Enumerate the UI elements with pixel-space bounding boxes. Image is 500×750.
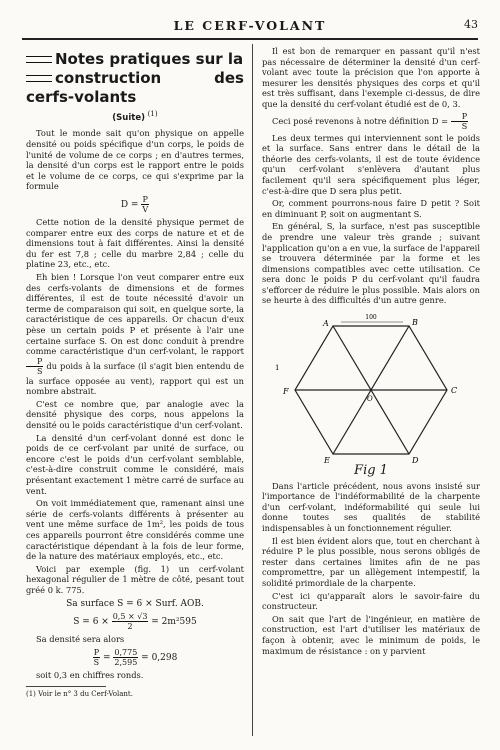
heading-line-2: construction des cerfs-volants — [26, 69, 244, 106]
numerator: P — [93, 647, 100, 657]
paragraph: Dans l'article précédent, nous avons insisté sur l'importance de l'indéformabilité de la charpente d'un cerf-volant, indéformabilité qui seule lui donne toutes ses qualités de stabilité indispensables à un fonctionnement régulier. — [262, 480, 480, 534]
fraction — [113, 648, 138, 667]
paragraph — [26, 272, 244, 397]
paragraph: Sa densité sera alors — [36, 634, 125, 645]
denominator: 2 — [127, 622, 133, 632]
label-b: B — [412, 318, 418, 328]
numerator: P — [26, 357, 43, 367]
paragraph: Tout le monde sait qu'on physique on appelle densité ou poids spécifique d'un corps, le poids de l'unité de volume de ce corps ; en d'autres termes, la densité d'un corps est le rapport entre le poids et le volume de ce corps, ce qui s'exprime par la formule — [26, 128, 244, 192]
surface-formula: Sa surface S = 6 × Surf. AOB. — [66, 598, 204, 609]
formula-result: = 2m²595 — [151, 617, 197, 628]
article-subtitle — [26, 109, 244, 123]
density-calculation: $\frac{P}{S}$ = $\frac{0,775}{2,595}$ = 0,298 — [93, 647, 178, 667]
paragraph: On sait que l'art de l'ingénieur, en matière de construction, est l'art d'utiliser les matériaux de façon à obtenir, avec le minimum de poids, le maximum de résistance : on y parvient — [262, 613, 480, 656]
denominator: V — [142, 204, 149, 214]
header-rule — [22, 38, 478, 40]
hexagon-figure — [262, 308, 480, 477]
denominator: S — [461, 121, 468, 131]
label-a: A — [323, 319, 329, 329]
numerator: P — [142, 194, 148, 204]
paragraph: Voici par exemple (fig. 1) un cerf-volant hexagonal régulier de 1 mètre de côté, pesant tout gréé 0 k. 775. — [26, 563, 244, 595]
paragraph: Il est bon de remarquer en passant qu'il n'est pas nécessaire de déterminer la densité d'un cerf-volant avec toute la précision que l'on apporte à mesurer les densités physiques des corps et qu'il est très suffisant, dans l'exemple ci-dessus, de dire que la densité du cerf-volant étudié est de 0, 3. — [262, 46, 480, 109]
paragraph-text: Eh bien ! Lorsque l'on veut comparer entre eux des cerfs-volants de dimensions et de formes différentes, il est de toute nécessité d'avoir un terme de comparaison qui soit, en quelque sorte, la caractéristique de ces appareils. Or chacun d'eux pèse un certain poids P et présente à l'air une certaine surface S. On est donc conduit à prendre comme caractéristique d'un cerf-volant, le rapport — [26, 271, 244, 357]
denominator: 2,595 — [114, 657, 138, 667]
footnote-text: (1) Voir le n° 3 du Cerf-Volant. — [26, 690, 133, 699]
label-one: 1 — [275, 364, 280, 373]
paragraph: C'est ici qu'apparaît alors le savoir-faire du constructeur. — [262, 590, 480, 612]
formula-lhs: S = 6 × — [73, 617, 109, 628]
paragraph: Cette notion de la densité physique permet de comparer entre eux des corps de nature et et de dimensions tout à fait différentes. Ainsi la densité du fer est 7,8 ; celle du marbre 2,84 ; celle du platine 23, etc., etc. — [26, 216, 244, 270]
fraction — [141, 195, 149, 214]
numerator: 0,5 × √3 — [112, 612, 148, 622]
left-column — [26, 46, 244, 700]
paragraph: Les deux termes qui interviennent sont le poids et la surface. Sans entrer dans le détail de la théorie des cerfs-volants, il est de toute évidence qu'un cerf-volant s'enlèvera d'autant plus facilement qu'il sera spécifiquement plus léger, c'est-à-dire que D sera plus petit. — [262, 132, 480, 196]
label-dim: 100 — [365, 314, 377, 322]
denominator: S — [93, 657, 100, 667]
label-f: F — [283, 387, 289, 397]
footnote-ref: (1) — [147, 109, 158, 118]
heading-ornament — [26, 56, 52, 63]
right-column — [262, 46, 480, 658]
paragraph: On voit immédiatement que, ramenant ainsi une série de cerfs-volants différents à présenter au vent une même surface de 1m², les poids de tous ces appareils pourront être considérés comme une caractéristique dépendant à la fois de leur forme, de la nature des matériaux employés, etc., etc. — [26, 498, 244, 562]
footnote — [26, 686, 133, 700]
label-c: C — [451, 386, 458, 396]
formula-result: = 0,298 — [141, 652, 178, 663]
paragraph: Il est bien évident alors que, tout en cherchant à réduire P le plus possible, nous serons obligés de rester dans certaines limites afin de ne pas compromettre, par un allègement intempestif, la solidité primordiale de la charpente. — [262, 535, 480, 588]
running-head — [22, 18, 478, 36]
paragraph: La densité d'un cerf-volant donné est donc le poids de ce cerf-volant par unité de surface, ou encore c'est le poids d'un cerf-volant semblable, c'est-à-dire construit comme le considéré, mais présentant exactement 1 mètre carré de surface au vent. — [26, 432, 244, 496]
denominator: S — [37, 366, 43, 376]
label-d: D — [412, 456, 419, 466]
journal-title: LE CERF-VOLANT — [173, 18, 327, 33]
heading-ornament — [26, 75, 52, 82]
numerator: 0,775 — [114, 647, 138, 657]
paragraph: En général, S, la surface, n'est pas susceptible de prendre une valeur très grande ; suivant l'application qu'on a en vue, la surface de l'appareil se trouvera déterminée par la forme et les dimensions compatibles avec cette utilisation. Ce sera donc le poids P du cerf-volant qu'il faudra s'efforcer de réduire le plus possible. Mais alors on se heurte à des difficultés d'un autre genre. — [262, 221, 480, 306]
heading-line-1: Notes pratiques sur la — [55, 50, 244, 68]
subtitle-text: (Suite) — [112, 112, 145, 123]
formula-lhs: D = — [120, 199, 139, 210]
surface-calculation — [26, 612, 244, 631]
fraction — [112, 612, 149, 631]
paragraph-text: du poids à la surface (il s'agit bien entendu de la surface opposée au vent), rapport qui est un nombre abstrait. — [26, 360, 244, 397]
fraction — [93, 648, 100, 667]
column-divider — [252, 44, 253, 736]
page-number: 43 — [464, 18, 478, 31]
label-e: E — [324, 456, 330, 466]
paragraph: Or, comment pourrons-nous faire D petit ? Soit en diminuant P, soit on augmentant S. — [262, 198, 480, 219]
fraction — [26, 357, 43, 376]
hexagon-diagram — [271, 308, 471, 468]
paragraph — [262, 112, 480, 131]
paragraph-text: Ceci posé revenons à notre définition D = — [272, 115, 449, 126]
numerator: P — [451, 112, 468, 122]
density-formula — [26, 195, 244, 214]
figure-caption: Fig 1 — [354, 463, 388, 479]
paragraph: soit 0,3 en chiffres ronds. — [36, 669, 144, 680]
fraction — [451, 112, 468, 131]
label-o: O — [367, 395, 373, 404]
article-heading — [26, 50, 244, 107]
paragraph: C'est ce nombre que, par analogie avec la densité physique des corps, nous appelons la densité ou le poids caractéristique d'un cerf-volant. — [26, 398, 244, 431]
